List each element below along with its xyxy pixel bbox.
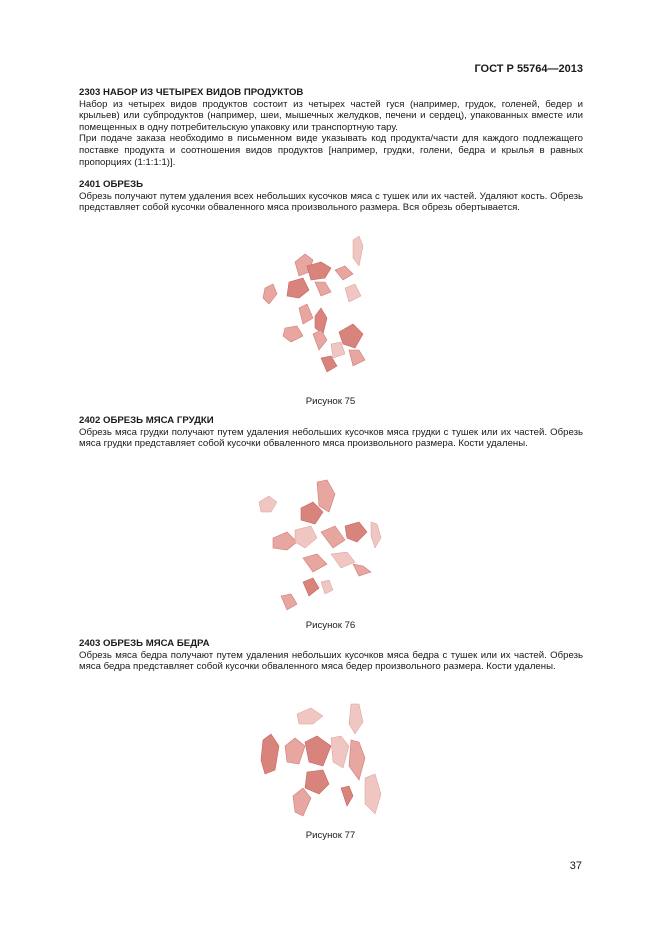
section-heading: 2402 ОБРЕЗЬ МЯСА ГРУДКИ	[79, 415, 214, 426]
page-number: 37	[569, 860, 582, 872]
section-paragraph: Обрезь мяса грудки получают путем удаления небольших кусочков мяса грудки с тушек или их частей. Обрезь мяса грудки представляет собой кусочки обваленного мяса произвольного размера. Кости удалены.	[79, 426, 583, 450]
section-2402	[79, 415, 583, 450]
section-paragraph: Набор из четырех видов продуктов состоит из четырех частей гуся (например, грудок, голеней, бедер и крыльев) или субпродуктов (например, шеи, мышечных желудков, печени и сердец), упакованных вместе или помещенных в одну потребительскую упаковку или транспортную тару.	[79, 98, 583, 133]
figure-75-meat-trimmings	[255, 232, 380, 380]
section-2401	[79, 179, 583, 214]
document-standard-header: ГОСТ Р 55764—2013	[474, 63, 583, 75]
section-heading: 2303 НАБОР ИЗ ЧЕТЫРЕХ ВИДОВ ПРОДУКТОВ	[79, 87, 304, 98]
section-2403	[79, 638, 583, 673]
section-paragraph: При подаче заказа необходимо в письменном виде указывать код продукта/части для каждого подлежащего поставке продукта и соотношения видов продуктов [например, грудки, голени, бедра и крылья в равных пропорциях (1:1:1:1)].	[79, 133, 583, 168]
section-paragraph: Обрезь получают путем удаления всех небольших кусочков мяса с тушек или их частей. Удаляют кость. Обрезь представляет собой кусочки обваленного мяса произвольного размера. Вся обрезь обертывается.	[79, 190, 583, 214]
figure-76-breast-trimmings	[255, 478, 385, 616]
section-2303	[79, 87, 583, 168]
section-heading: 2401 ОБРЕЗЬ	[79, 179, 144, 190]
figure-caption: Рисунок 75	[305, 396, 356, 407]
section-paragraph: Обрезь мяса бедра получают путем удаления небольших кусочков мяса бедра с тушек или их частей. Обрезь мяса бедра представляет собой кусочки обваленного мяса бедер произвольного размера. Кости удалены.	[79, 649, 583, 673]
figure-caption: Рисунок 76	[305, 620, 356, 631]
figure-77-thigh-trimmings	[255, 700, 385, 828]
figure-caption: Рисунок 77	[305, 830, 356, 841]
section-heading: 2403 ОБРЕЗЬ МЯСА БЕДРА	[79, 638, 210, 649]
